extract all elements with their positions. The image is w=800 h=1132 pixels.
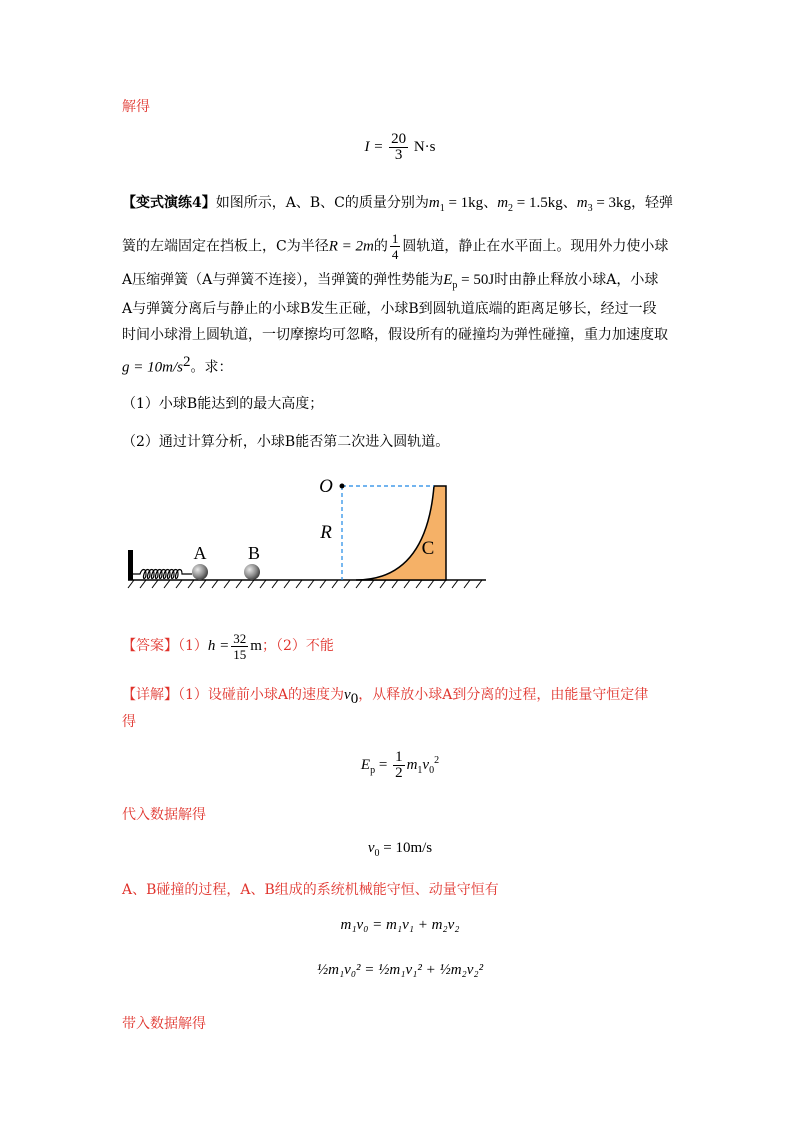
equation-momentum: m₁v₀ = m₁v₁ + m₂v₂ [340,917,460,933]
label-b: B [247,543,261,563]
physics-diagram [120,468,500,618]
problem-line-3: A压缩弹簧（A与弹簧不连接），当弹簧的弹性势能为$E_p = 50J$时由静止释放小球A，小球 [122,272,659,291]
detail-line-2: 得 [122,714,136,730]
answer-line: 【答案】（1）h = $\frac{32}{15}$ m；（2）不能 [122,631,334,662]
problem-line-5: 时间小球滑上圆轨道，一切摩擦均可忽略，假设所有的碰撞均为弹性碰撞，重力加速度取 [122,327,668,343]
problem-line-6: $g = 10m/s^2$。求： [122,354,233,376]
label-o: O [319,476,333,497]
label-c: C [421,538,435,559]
problem-line-2: 簧的左端固定在挡板上，C为半径R = 2m的 $\frac{1}{4}$ 圆轨道，静止在水平面上。现用外力使小球 [122,231,669,262]
detail-line-3: 代入数据解得 [122,807,206,823]
equation-impulse: I = $\frac{20}{3}$ N·s [364,131,436,163]
detail-line-4: A、B碰撞的过程，A、B组成的系统机械能守恒、动量守恒有 [122,882,499,898]
label-a: A [193,543,207,563]
ball-b [244,564,260,580]
problem-line-4: A与弹簧分离后与静止的小球B发生正碰，小球B到圆轨道底端的距离足够长，经过一段 [122,301,657,317]
ball-a [192,564,208,580]
equation-kinetic-energy: ½m₁v₀² = ½m₁v₁² + ½m₂v₂² [316,962,484,978]
equation-v0: $v_0 = 10m/s$ [367,840,433,859]
question-2: （2）通过计算分析，小球B能否第二次进入圆轨道。 [122,434,450,450]
track-c [356,486,446,580]
detail-line-1: 【详解】（1）设碰前小球A的速度为$v_0$，从释放小球A到分离的过程，由能量守恒定律 [122,687,649,707]
wall-baffle [128,550,133,580]
problem-line-1: 【变式演练4】如图所示，A、B、C的质量分别为$m_1 = 1kg$、$m_2 = 1.5kg$、$m_3 = 3kg$，轻弹 [122,195,674,214]
text-jiede-1: 解得 [122,99,150,115]
spring [133,570,192,579]
question-1: （1）小球B能达到的最大高度； [122,396,324,412]
detail-line-5: 带入数据解得 [122,1016,206,1032]
center-point-o [340,484,345,489]
ground-hatching [128,580,482,588]
label-r: R [320,522,332,543]
equation-energy-spring: $E_p$ = $\frac{1}{2}$ $m_1v_0^2$ [360,749,440,781]
